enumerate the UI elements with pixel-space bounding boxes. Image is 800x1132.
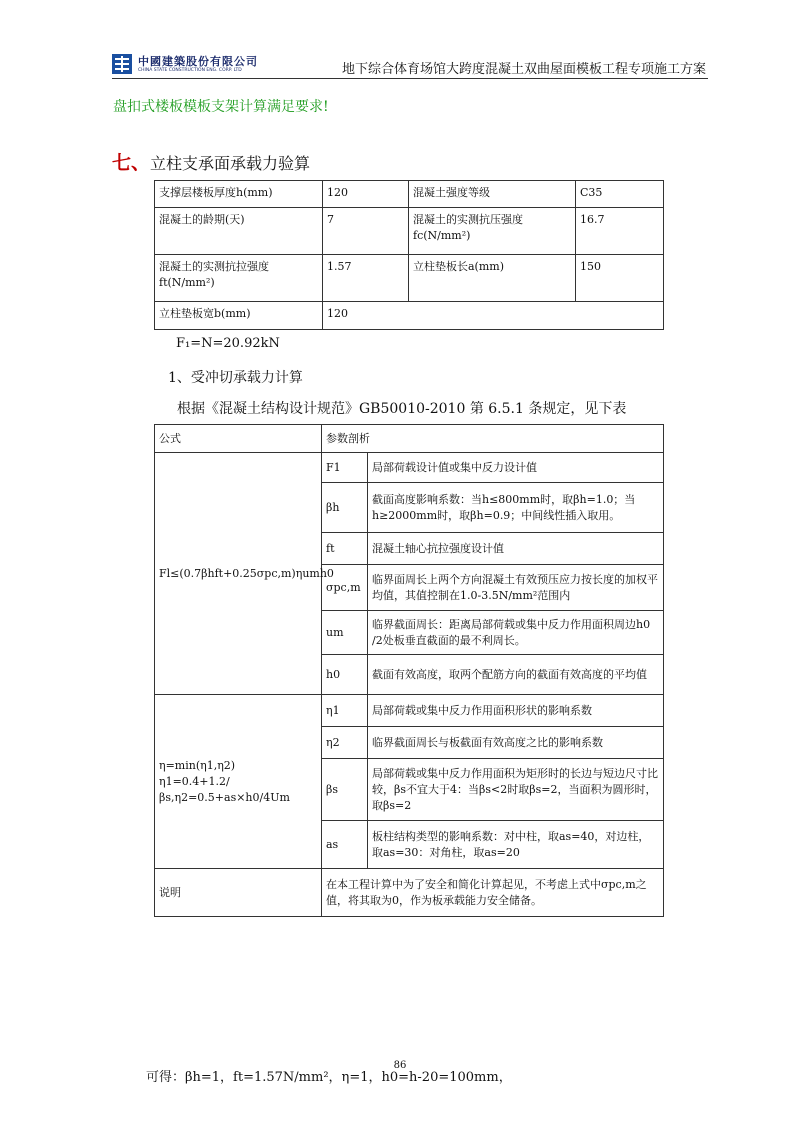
header-cell: 公式: [155, 425, 322, 453]
table-cell: C35: [576, 181, 664, 208]
formula-table: [154, 424, 664, 917]
table-cell: 120: [323, 181, 409, 208]
param-symbol: βh: [322, 483, 368, 533]
note-text: 在本工程计算中为了安全和简化计算起见，不考虑上式中σpc,m之值，将其取为0，作为板承载能力安全储备。: [322, 869, 664, 917]
f1-value: F₁=N=20.92kN: [176, 336, 280, 351]
result-line-1-text: 可得：βh=1，ft=1.57N/mm²，η=1，h0=h-20=100mm，: [146, 1070, 512, 1085]
params-table: [154, 180, 664, 330]
table-cell: 16.7: [576, 208, 664, 255]
param-symbol: h0: [322, 655, 368, 695]
table-row: [155, 425, 664, 453]
table-cell: 支撑层楼板厚度h(mm): [155, 181, 323, 208]
param-symbol: ft: [322, 533, 368, 565]
param-description: 混凝土轴心抗拉强度设计值: [368, 533, 664, 565]
table-cell: 150: [576, 255, 664, 302]
param-description: 局部荷载或集中反力作用面积形状的影响系数: [368, 695, 664, 727]
status-line: 盘扣式楼板模板支架计算满足要求!: [113, 99, 329, 115]
basis-text: 根据《混凝土结构设计规范》GB50010-2010 第 6.5.1 条规定，见下表: [177, 401, 627, 417]
param-description: 截面高度影响系数：当h≤800mm时，取βh=1.0；当h≥2000mm时，取βh=0.9；中间线性插入取用。: [368, 483, 664, 533]
table-cell: 立柱垫板长a(mm): [409, 255, 576, 302]
param-description: 截面有效高度，取两个配筋方向的截面有效高度的平均值: [368, 655, 664, 695]
param-symbol: σpc,m: [322, 565, 368, 611]
formula-line: η=min(η1,η2): [159, 758, 236, 772]
table-row: [155, 208, 664, 255]
table-cell: 1.57: [323, 255, 409, 302]
param-symbol: as: [322, 821, 368, 869]
document-title: 地下综合体育场馆大跨度混凝土双曲屋面模板工程专项施工方案: [341, 62, 706, 77]
company-logo: [112, 54, 302, 76]
section-heading: [112, 148, 310, 175]
table-row: [155, 255, 664, 302]
table-cell: 混凝土的实测抗压强度 fc(N/mm²): [409, 208, 576, 255]
table-cell: 120: [323, 302, 664, 330]
section-number: 七、: [112, 152, 151, 174]
section-title: 立柱支承面承载力验算: [150, 154, 311, 173]
table-row: [155, 453, 664, 483]
param-description: 临界面周长上两个方向混凝土有效预压应力按长度的加权平均值，其值控制在1.0-3.5N/mm²范围内: [368, 565, 664, 611]
param-description: 局部荷载设计值或集中反力设计值: [368, 453, 664, 483]
page-number: 86: [393, 1060, 407, 1071]
table-cell: 混凝土的实测抗拉强度 ft(N/mm²): [155, 255, 323, 302]
formula-cell: [155, 695, 322, 869]
table-cell: 混凝土的龄期(天): [155, 208, 323, 255]
table-row: [155, 302, 664, 330]
param-description: 临界截面周长与板截面有效高度之比的影响系数: [368, 727, 664, 759]
table-row: [155, 869, 664, 917]
param-description: 临界截面周长：距离局部荷载或集中反力作用面积周边h0 /2处板垂直截面的最不利周长。: [368, 611, 664, 655]
company-name-cn: 中國建築股份有限公司: [138, 55, 258, 68]
param-description: 板柱结构类型的影响系数：对中柱，取as=40，对边柱，取as=30：对角柱，取as=20: [368, 821, 664, 869]
subsection-heading: 1、受冲切承载力计算: [168, 370, 303, 386]
header-cell: 参数剖析: [322, 425, 664, 453]
formula-line: η1=0.4+1.2/βs,η2=0.5+as×h0/4Um: [159, 774, 290, 804]
param-symbol: η2: [322, 727, 368, 759]
page-header: [112, 50, 708, 79]
table-cell: 7: [323, 208, 409, 255]
table-cell: 立柱垫板宽b(mm): [155, 302, 323, 330]
formula-cell: Fl≤(0.7βhft+0.25σpc,m)ηumh0: [155, 453, 322, 695]
param-symbol: um: [322, 611, 368, 655]
cscec-logo-icon: [112, 54, 132, 74]
note-label: 说明: [155, 869, 322, 917]
table-cell: 混凝土强度等级: [409, 181, 576, 208]
table-row: [155, 695, 664, 727]
table-row: [155, 181, 664, 208]
param-symbol: F1: [322, 453, 368, 483]
param-symbol: η1: [322, 695, 368, 727]
company-name-en: CHINA STATE CONSTRUCTION ENG. CORP. LTD: [138, 68, 242, 73]
param-symbol: βs: [322, 759, 368, 821]
param-description: 局部荷载或集中反力作用面积为矩形时的长边与短边尺寸比较，βs不宜大于4：当βs<2时取βs=2，当面积为圆形时，取βs=2: [368, 759, 664, 821]
